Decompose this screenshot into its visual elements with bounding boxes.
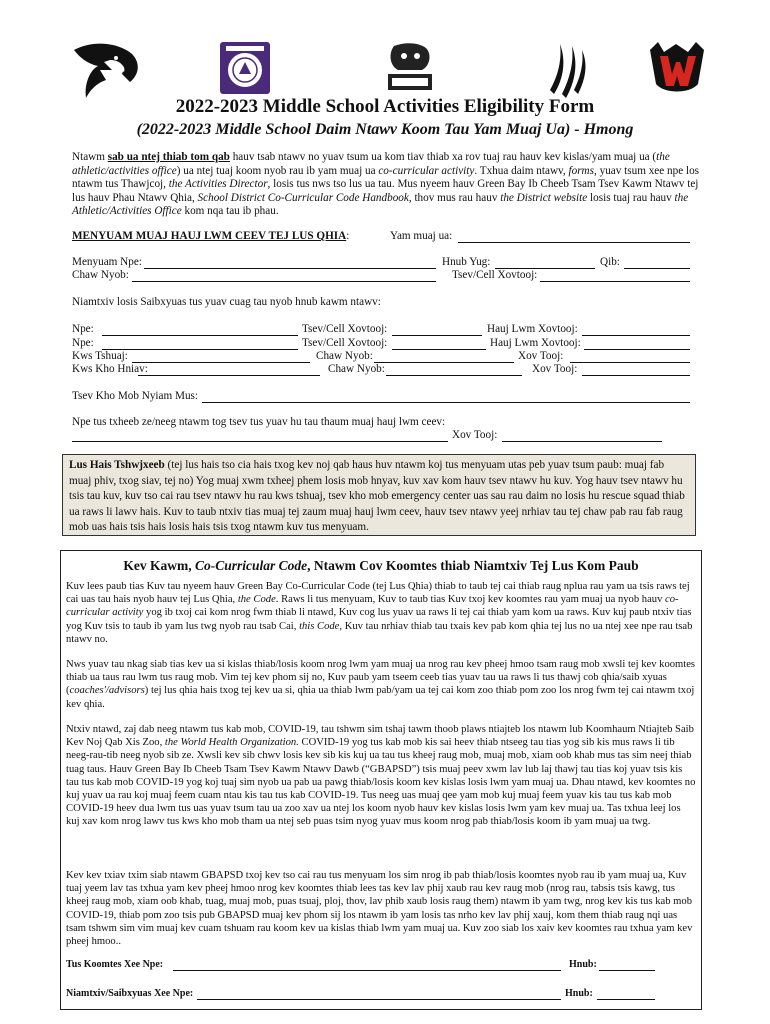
- guardian1-name-label: Npe:: [72, 323, 94, 335]
- dob-label: Hnub Yug:: [442, 256, 491, 268]
- code-paragraph-1: Kuv lees paub tias Kuv tau nyeem hauv Green Bay Co-Curricular Code (tej Lus Qhia) thiab to taub tej cai thiab raug nplua rau yam ua tsis raws tej cai uas tau hais nyob hauv tej Lus Qhia, the Code. Raws li tus menyuam, Kuv to taub tias Kuv txoj kev koomtes rau yam muaj ua nyob hauv co-curricular activity yog ib txoj cai kom nrog fwm thiab li ntawd, Kuv cog lus yuav ua raws li tej cai thiab yam kom ua raws. Kuv kuj paub ntxiv tias yog Kuv tsis to taub ib yam lus twg nyob rau tsab Cai, this Code, Kuv tau nrhiav thiab tau txais kev pab kom qhia tej lus no ua ntej xee npe rau tsab ntawv no.: [66, 581, 693, 645]
- emergency-name-field[interactable]: [72, 441, 448, 442]
- dentist-phone-label: Xov Tooj:: [532, 363, 578, 375]
- activity-label: Yam muaj ua:: [390, 230, 453, 242]
- code-paragraph-2: Nws yuav tau nkag siab tias kev ua si kislas thiab/losis koom nrog lwm yam muaj ua nrog rau kev pheej hmoo tsam raug mob xwsli tej kev koomtes thiab ua taus rau lwm tus raug mob. Vim tej kev phom sij no, Kuv paub yam tseem ceeb tias yuav tau ua raws li tus thawj cob qhia/saib xyuas (coaches'/advisors) tej lus qhia hais txog tej kev ua si, qhia ua thiab lwm pab/yam ua tej cai kom zoo thiab pom zoo los nrog fwm tej cai ntawm txoj kev qhia.: [66, 659, 696, 710]
- dentist-field[interactable]: [138, 375, 320, 376]
- doctor-phone-label: Xov Tooj:: [518, 350, 564, 362]
- student-name-label: Menyuam Npe:: [72, 256, 142, 268]
- code-paragraph-3: Ntxiv ntawd, zaj dab neeg ntawm tus kab mob, COVID-19, tau tshwm sim tshaj tawm thoob plaws ntiajteb los ntawm lub Koomhaum Ntiajteb Saib Kev Noj Qab Xis Zoo, the World Health Organization. COVID-19 yog tus kab mob kis sai heev thiab ntseeg tau tias yog sib kis mus raws li tib neeg-rau-tib neeg nyob sib ze. Xwsli kev sib chwv losis kev sib kis kuj ua tau tus kheej raug mob, muaj mob, xiam oob khab mus tas sim neej thiab tuag taus. Hauv Green Bay Ib Cheeb Tsam Tsev Kawm Ntawv Dawb (“GBAPSD”) tsis muaj peev xwm lav lub laj thawj tau tias koj yuav tsis kis tau tus kab mob COVID-19 yog koj tuaj sim nyob ua pab ua pawg thiab/losis koom kev kislas losis lwm yam muaj ua. Dhau ntawd, kev koomtes no kuj yuav ua rau koj muaj feem cuam ntau kis tau tus kab COVID-19. Tus neeg uas muaj qee yam mob kuj muaj feem yuav kis tau tus kab mob COVID-19 heev dua lwm tus uas yuav tsum tau ua zoo xav ua ntej los koom nyob hauv kev kislas losis lwm yam kev muaj ua. Tas txhua leej los kuj xav kom nrog lawv tus kws kho mob tham ua ntej seb puas tsim nyog yuav mus koom nrog pab thiab/losis koom ib yam muaj ua twg.: [66, 724, 696, 828]
- dentist-label: Kws Kho Hniav:: [72, 363, 148, 375]
- guardian1-cell-field[interactable]: [392, 335, 482, 336]
- guardian1-work-label: Hauj Lwm Xovtooj:: [487, 323, 578, 335]
- student-signature-field[interactable]: [173, 970, 561, 971]
- hospital-field[interactable]: [202, 402, 690, 403]
- student-name-field[interactable]: [144, 268, 436, 269]
- code-paragraph-4: Kev kev txiav txim siab ntawm GBAPSD txoj kev tso cai rau tus menyuam los sim nrog ib pab thiab/losis koomtes nyob rau ib yam muaj ua, Kuv tuaj yeem lav tas txhua yam kev pheej hmoo nrog kev koomtes thiab lees tas kev lav phij xaub rau kev raug mob (nrog rau, tabsis tsis kawg, tus kheej raug mob, xiam oob khab, tuag, muaj mob, puas tsuaj, ploj, thov, lav phib xaub losis raug them) ntawm ib yam twg, nrog kev kis tus kab mob COVID-19, thiab pom zoo tsis pub GBAPSD muaj kev phom sij los ntawm ib yam losis tas nrho kev lav phij xauj, kom them thiab raug nqi uas tsam tshwm sim vim muaj kev cuam tshuam rau koom kev ua kislas thiab lwm yam muaj ua. Kuv zoo siab los xaiv kev koomtes rau txhua yam kev pheej hmoo..: [66, 870, 693, 948]
- parent-signature-field[interactable]: [197, 999, 561, 1000]
- jaguars-logo: [384, 40, 436, 98]
- co-curricular-code-box: [60, 550, 702, 1010]
- guardian1-cell-label: Tsev/Cell Xovtooj:: [302, 323, 388, 335]
- student-date-field[interactable]: [599, 970, 655, 971]
- emergency-intro: Npe tus txheeb ze/neeg ntawm tog tsev tus yuav hu tau thaum muaj hauj lwm ceev:: [72, 416, 446, 428]
- student-address-label: Chaw Nyob:: [72, 269, 129, 281]
- guardian2-cell-label: Tsev/Cell Xovtooj:: [302, 337, 388, 349]
- student-date-label: Hnub:: [569, 959, 597, 970]
- parent-signature-label: Niamtxiv/Saibxyuas Xee Npe:: [66, 988, 194, 999]
- guardian-intro: Niamtxiv losis Saibxyuas tus yuav cuag tau nyob hnub kawm ntawv:: [72, 296, 381, 308]
- wildcat-w-logo: [646, 40, 708, 98]
- parent-date-field[interactable]: [597, 999, 655, 1000]
- guardian2-work-label: Hauj Lwm Xovtooj:: [490, 337, 581, 349]
- guardian1-name-field[interactable]: [102, 335, 298, 336]
- doctor-label: Kws Tshuaj:: [72, 350, 128, 362]
- grade-label: Qib:: [600, 256, 620, 268]
- guardian2-work-field[interactable]: [584, 349, 690, 350]
- claw-logo: [540, 40, 590, 98]
- activity-field[interactable]: [458, 242, 690, 243]
- hospital-label: Tsev Kho Mob Nyiam Mus:: [72, 390, 199, 402]
- student-cell-label: Tsev/Cell Xovtooj:: [452, 269, 538, 281]
- doctor-address-label: Chaw Nyob:: [316, 350, 373, 362]
- form-subtitle: (2022-2023 Middle School Daim Ntawv Koom Tau Yam Muaj Ua) - Hmong: [136, 121, 634, 138]
- intro-paragraph: Ntawm sab ua ntej thiab tom qab hauv tsab ntawv no yuav tsum ua kom tiav thiab xa rov tuaj rau hauv kev kislas/yam muaj ua (the athletic/activities office) ua ntej tuaj koom nyob rau ib yam muaj ua co-curricular activity. Txhua daim ntawv, forms, yuav tsum xee npe los ntawm tus Thawjcoj, the Activities Director, losis tus nws tso lus ua tau. Mus nyeem hauv Green Bay Ib Cheeb Tsam Tsev Kawm Ntawv tej lus hauv Phau Ntawv Qhia, School District Co-Curricular Code Handbook, thov mus rau hauv the District website losis tuaj rau hauv the Athletic/Activities Office kom nqa tau ib phau.: [72, 151, 700, 218]
- doctor-field[interactable]: [132, 362, 310, 363]
- guardian2-name-label: Npe:: [72, 337, 94, 349]
- doctor-phone-field[interactable]: [570, 362, 690, 363]
- student-signature-label: Tus Koomtes Xee Npe:: [66, 959, 164, 970]
- parent-date-label: Hnub:: [565, 988, 593, 999]
- dentist-address-field[interactable]: [386, 375, 522, 376]
- emergency-phone-field[interactable]: [502, 441, 662, 442]
- doctor-address-field[interactable]: [374, 362, 514, 363]
- student-info-heading: MENYUAM MUAJ HAUJ LWM CEEV TEJ LUS QHIA:: [72, 230, 350, 242]
- grade-field[interactable]: [624, 268, 690, 269]
- school-seal-logo: [218, 40, 272, 98]
- code-box-title: Kev Kawm, Co-Curricular Code, Ntawm Cov Koomtes thiab Niamtxiv Tej Lus Kom Paub: [123, 558, 639, 573]
- dentist-address-label: Chaw Nyob:: [328, 363, 385, 375]
- eagle-logo: [70, 40, 142, 98]
- dentist-phone-field[interactable]: [582, 375, 690, 376]
- student-address-field[interactable]: [132, 281, 436, 282]
- student-cell-field[interactable]: [540, 281, 690, 282]
- guardian1-work-field[interactable]: [582, 335, 690, 336]
- form-title: 2022-2023 Middle School Activities Eligibility Form: [175, 96, 595, 117]
- special-notes-box: Lus Hais Tshwjxeeb (tej lus hais tso cia hais txog kev noj qab haus huv ntawm koj tus menyuam utas peb yuav tsum paub: muaj fab muaj phiv, txog siav, tej no) Yog muaj xwm txheej phem losis mob hnyav, kuv xav kom hauv tsev ntawv hu kuv. Yog hauv tsev ntawv hu tsis tau kuv, kuv tso cai rau tsev ntawv hu rau kws tshuaj, tsev kho mob emergency center uas sau rau daim no losis hu rescue squad thiab ua raws li lawv hais. Kuv to taub ntxiv tias muaj tej zaum muaj hauj lwm ceev, hauv tsev ntawv yeej nrhiav tau tej chaw pab rau fab raug mob uas hais tsis hais losis hais tsis txog ntawm kuv tus menyuam.: [62, 454, 696, 536]
- logo-row: [60, 40, 710, 100]
- guardian2-name-field[interactable]: [102, 349, 298, 350]
- guardian2-cell-field[interactable]: [392, 349, 486, 350]
- emergency-phone-label: Xov Tooj:: [452, 429, 498, 441]
